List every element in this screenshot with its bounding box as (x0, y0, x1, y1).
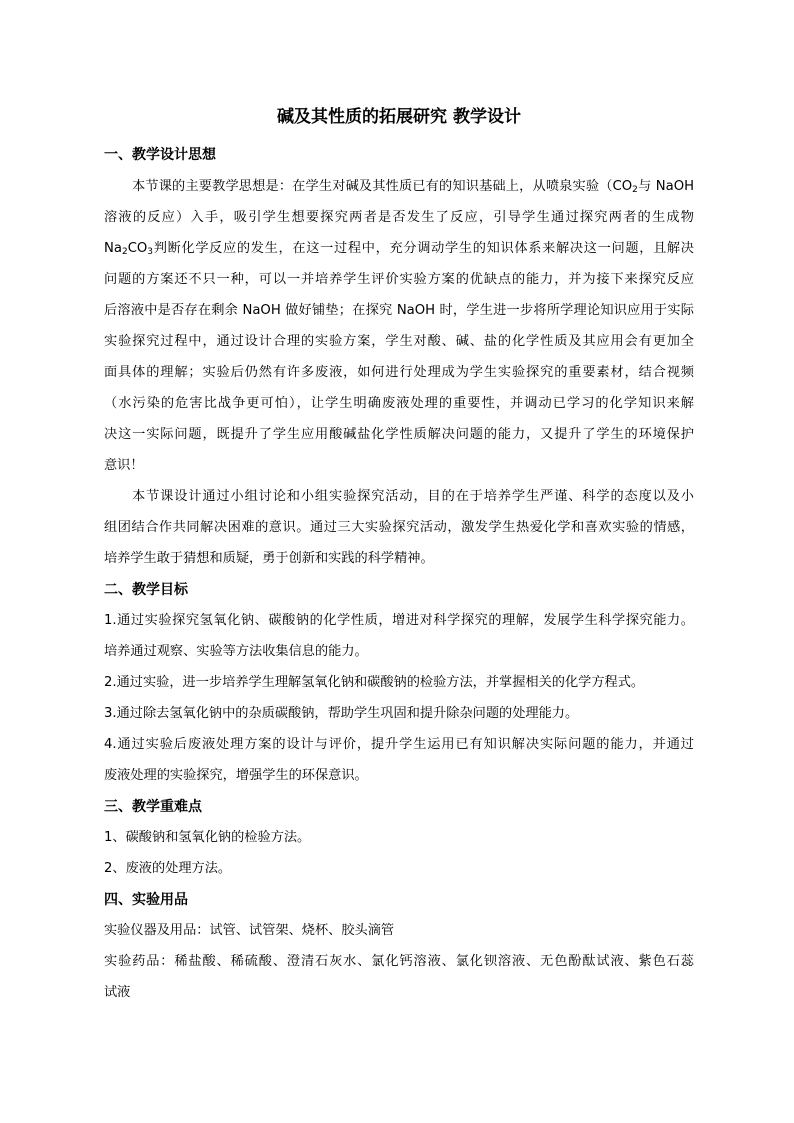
paragraph-line: $Na_2CO_3$判断化学反应的发生，在这一过程中，充分调动学生的知识体系来解决这一问题，且解决 (104, 241, 694, 257)
goal-item-1-cont: 培养通过观察、实验等方法收集信息的能力。 (104, 644, 368, 659)
section-heading-key-points: 三、教学重难点 (104, 799, 202, 815)
paragraph-line: 决这一实际问题，既提升了学生应用酸碱盐化学性质解决问题的能力，又提升了学生的环境保护 (104, 427, 694, 442)
paragraph-line: 本节课设计通过小组讨论和小组实验探究活动，目的在于培养学生严谨、科学的态度以及小 (132, 489, 694, 504)
goal-item-4: 4.通过实验后废液处理方案的设计与评价，提升学生运用已有知识解决实际问题的能力，并通过 (104, 737, 694, 752)
paragraph-line: 培养学生敢于猜想和质疑，勇于创新和实践的科学精神。 (104, 551, 434, 566)
lab-reagents-cont: 试液 (104, 985, 131, 1000)
paragraph-line: 意识！ (104, 458, 144, 473)
lab-equipment: 实验仪器及用品：试管、试管架、烧杯、胶头滴管 (104, 923, 395, 938)
paragraph-line: 溶液的反应）入手，吸引学生想要探究两者是否发生了反应，引导学生通过探究两者的生成物 (104, 210, 694, 225)
section-heading-teaching-goals: 二、教学目标 (104, 582, 188, 598)
document-title: 碱及其性质的拓展研究 教学设计 (277, 107, 521, 127)
paragraph-line: 实验探究过程中，通过设计合理的实验方案，学生对酸、碱、盐的化学性质及其应用会有更加全 (104, 334, 694, 349)
goal-item-1: 1.通过实验探究氢氧化钠、碳酸钠的化学性质，增进对科学探究的理解，发展学生科学探究能力。 (104, 613, 694, 628)
paragraph-line: 问题的方案还不只一种，可以一并培养学生评价实验方案的优缺点的能力，并为接下来探究反应 (104, 272, 694, 287)
paragraph-line: 后溶液中是否存在剩余 NaOH 做好铺垫；在探究 NaOH 时，学生进一步将所学理论知识应用于实际 (104, 303, 694, 318)
paragraph-line: （水污染的危害比战争更可怕），让学生明确废液处理的重要性，并调动已学习的化学知识来解 (104, 396, 694, 411)
key-point-item-2: 2、废液的处理方法。 (104, 861, 232, 876)
section-heading-design-idea: 一、教学设计思想 (104, 147, 216, 163)
paragraph-line: 组团结合作共同解决困难的意识。通过三大实验探究活动，激发学生热爱化学和喜欢实验的情感， (104, 520, 694, 535)
lab-reagents: 实验药品：稀盐酸、稀硫酸、澄清石灰水、氯化钙溶液、氯化钡溶液、无色酚酞试液、紫色石蕊 (104, 954, 694, 969)
goal-item-2: 2.通过实验，进一步培养学生理解氢氧化钠和碳酸钠的检验方法，并掌握相关的化学方程式。 (104, 675, 645, 690)
key-point-item-1: 1、碳酸钠和氢氧化钠的检验方法。 (104, 830, 311, 845)
goal-item-3: 3.通过除去氢氧化钠中的杂质碳酸钠，帮助学生巩固和提升除杂问题的处理能力。 (104, 706, 579, 721)
paragraph-line: 面具体的理解；实验后仍然有许多废液，如何进行处理成为学生实验探究的重要素材，结合视频 (104, 365, 694, 380)
paragraph-line: 本节课的主要教学思想是：在学生对碱及其性质已有的知识基础上，从喷泉实验（$CO_2$与 NaOH (132, 179, 694, 195)
section-heading-lab-supplies: 四、实验用品 (104, 892, 188, 908)
goal-item-4-cont: 废液处理的实验探究，增强学生的环保意识。 (104, 768, 368, 783)
